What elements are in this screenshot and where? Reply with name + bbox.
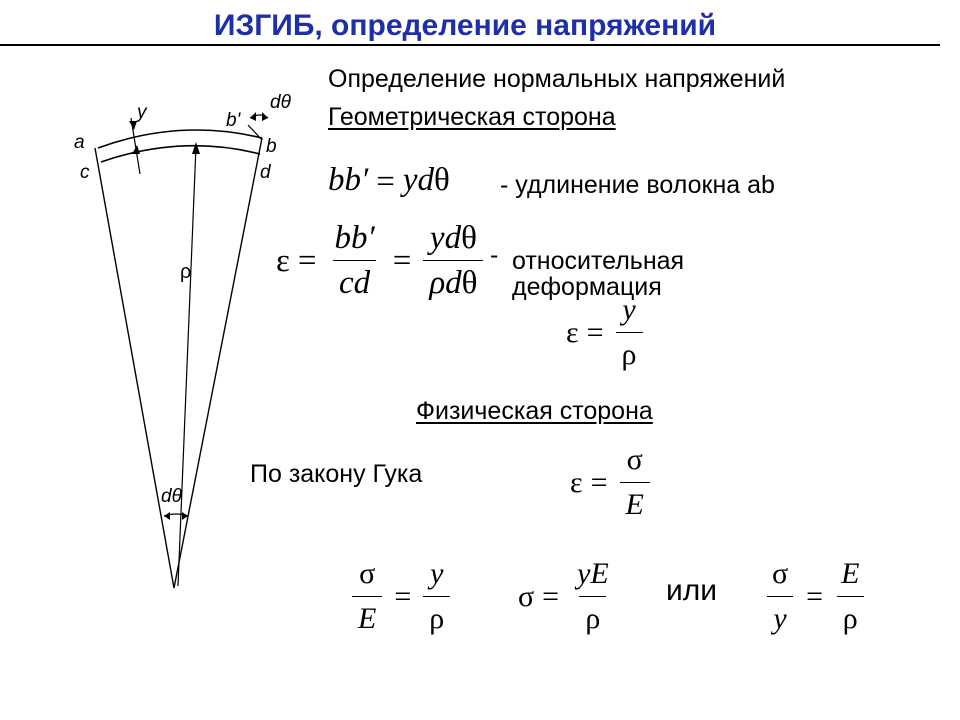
den-rho: ρ <box>429 602 445 635</box>
num-sigma: σ <box>359 557 376 590</box>
fraction-sigma-e <box>352 554 382 639</box>
num-yE: yE <box>577 557 609 590</box>
num-y: y <box>622 293 636 326</box>
num-sigma: σ <box>772 557 789 590</box>
hooke-text: По закону Гука <box>250 460 423 488</box>
formula-strain-result <box>566 290 647 375</box>
formula-eps: ε <box>570 465 583 499</box>
radius-arrowhead <box>192 142 200 154</box>
formula-hooke <box>570 440 654 525</box>
eq-sign: = <box>392 242 412 279</box>
label-y: y <box>137 102 147 123</box>
label-dtheta-bottom: dθ <box>161 486 182 507</box>
eq-sign: = <box>542 579 560 613</box>
label-c: c <box>80 162 90 183</box>
formula-theta: θ <box>434 162 450 198</box>
num-bb: bb′ <box>334 220 375 256</box>
or-text: или <box>666 574 718 607</box>
den-cd: cd <box>339 265 371 301</box>
fraction-y-rho <box>423 554 450 639</box>
elongation-line <box>248 125 262 140</box>
num-E: E <box>841 557 860 590</box>
elongation-text: - удлинение волокна ab <box>500 171 775 199</box>
fraction-yd-rhod <box>423 218 483 303</box>
formula-eps: ε <box>566 315 579 349</box>
num-theta: θ <box>461 220 477 256</box>
relative-text-1: относительная <box>512 247 685 275</box>
den-rho: ρ <box>621 338 637 371</box>
formula-bb: bb′ <box>328 162 369 198</box>
formula-sigma-over-e <box>348 554 454 639</box>
formula-sigma-over-y <box>762 554 869 639</box>
label-d: d <box>260 162 271 183</box>
den-rhod: ρd <box>429 265 462 301</box>
label-dtheta-top: dθ <box>270 92 291 113</box>
den-E: E <box>625 488 644 521</box>
eq-sign: = <box>394 579 412 613</box>
den-rho: ρ <box>585 602 601 635</box>
label-a: a <box>74 132 85 153</box>
arc-bottom <box>101 146 260 162</box>
formula-elongation <box>328 160 450 202</box>
label-b-prime: b' <box>226 110 241 131</box>
dtheta-top-arrow-right <box>262 112 268 121</box>
fraction-y-rho <box>616 290 643 375</box>
eq-sign: = <box>590 465 608 499</box>
label-rho: ρ <box>180 261 192 283</box>
sector-left-edge <box>95 148 174 588</box>
formula-sigma <box>518 554 619 639</box>
formula-strain-definition <box>276 218 487 303</box>
fraction-bb-cd <box>328 218 380 303</box>
page-title: ИЗГИБ, определение напряжений <box>213 9 717 42</box>
geometric-heading: Геометрическая сторона <box>328 103 616 131</box>
eq-sign: = <box>806 579 824 613</box>
den-y: y <box>773 602 787 635</box>
den-rho: ρ <box>842 602 858 635</box>
relative-text-2: деформация <box>512 273 662 301</box>
dtheta-top-arrow-left <box>250 112 256 121</box>
den-theta: θ <box>461 265 478 301</box>
eq-sign: = <box>586 315 604 349</box>
label-b: b <box>266 136 277 157</box>
eq-sign: = <box>376 164 395 201</box>
relative-dash: - <box>490 241 499 269</box>
formula-eps: ε <box>276 242 290 279</box>
fraction-sigma-y <box>766 554 794 639</box>
num-y: y <box>430 557 444 590</box>
num-sigma: σ <box>626 443 643 476</box>
fraction-sigma-e <box>620 440 650 525</box>
fraction-e-rho <box>835 554 865 639</box>
formula-yd: yd <box>402 162 434 198</box>
formula-sigma-symbol: σ <box>518 579 535 613</box>
section-heading: Определение нормальных напряжений <box>328 65 786 93</box>
dtheta-bottom-arrow-left <box>164 512 170 520</box>
den-E: E <box>358 602 377 635</box>
fraction-ye-rho <box>571 554 615 639</box>
physical-heading: Физическая сторона <box>416 397 653 425</box>
num-yd: yd <box>429 220 462 256</box>
eq-sign: = <box>297 242 317 279</box>
